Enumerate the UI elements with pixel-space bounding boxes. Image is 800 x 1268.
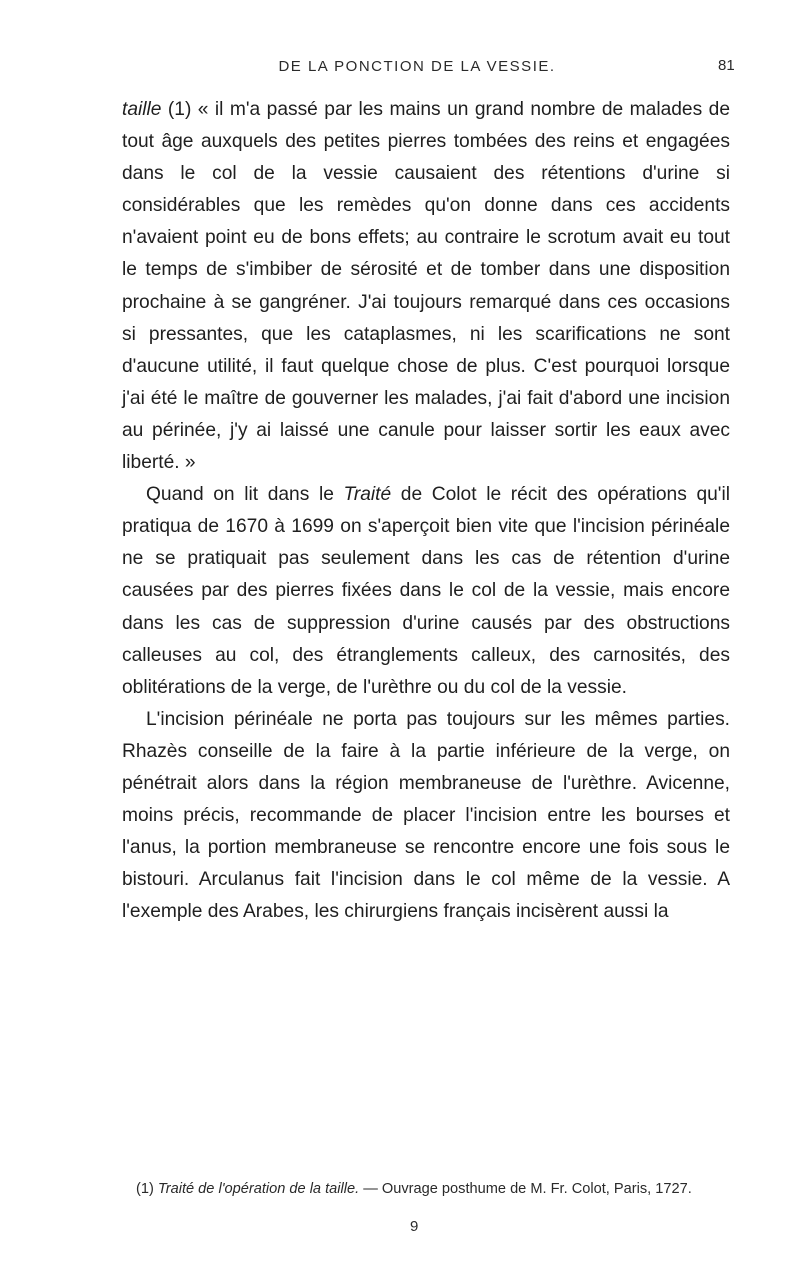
paragraph-2-before: Quand on lit dans le: [146, 484, 344, 506]
paragraph-2: [122, 479, 730, 704]
page-number: 81: [718, 57, 735, 74]
paragraph-3-text: L'incision périnéale ne porta pas toujours sur les mêmes parties. Rhazès conseille de la faire à la partie inférieure de la verge, on pénétrait alors dans la région membraneuse de l'urèthre. Avicenne, moins précis, recommande de placer l'incision entre les bourses et l'anus, la portion membraneuse se rencontre encore une fois sous le bistouri. Arculanus fait l'incision dans le col même de la vessie. A l'exemple des Arabes, les chirurgiens français incisèrent aussi la: [122, 708, 730, 923]
signature-mark: 9: [410, 1218, 419, 1235]
paragraph-3: [122, 704, 730, 929]
paragraph-1-text: (1) « il m'a passé par les mains un grand nombre de malades de tout âge auxquels des petites pierres tombées des reins et engagées dans le col de la vessie causaient des rétentions d'urine si considérables que les remèdes qu'on donne dans ces accidents n'avaient point eu de bons effets; au contraire le scrotum avait eu tout le temps de s'imbiber de sérosité et de tomber dans une disposition prochaine à se gangréner. J'ai toujours remarqué dans ces occasions si pressantes, que les cataplasmes, ni les scarifications ne sont d'aucune utilité, il faut quelque chose de plus. C'est pourquoi lorsque j'ai été le maître de gouverner les malades, j'ai fait d'abord une incision au périnée, j'y ai laissé une canule pour laisser sortir les eaux avec liberté. »: [122, 99, 730, 474]
footnote-text: — Ouvrage posthume de M. Fr. Colot, Paris, 1727.: [359, 1181, 692, 1197]
paragraph-1-lead: taille: [122, 99, 162, 120]
body-text: [122, 94, 730, 928]
footnote: [122, 1180, 730, 1199]
paragraph-2-after: de Colot le récit des opérations qu'il pratiqua de 1670 à 1699 on s'aperçoit bien vite que l'incision périnéale ne se pratiquait pas seulement dans les cas de rétention d'urine causées par des pierres fixées dans le col de la vessie, mais encore dans les cas de suppression d'urine causés par des obstructions calleuses au col, des étranglements calleux, des carnosités, des oblitérations de la verge, de l'urèthre ou du col de la vessie.: [122, 484, 730, 698]
paragraph-1: [122, 94, 730, 479]
footnote-marker: (1): [136, 1181, 154, 1197]
footnote-title: Traité de l'opération de la taille.: [157, 1181, 360, 1197]
paragraph-2-title: Traité: [343, 484, 392, 506]
running-header: DE LA PONCTION DE LA VESSIE.: [278, 58, 556, 75]
